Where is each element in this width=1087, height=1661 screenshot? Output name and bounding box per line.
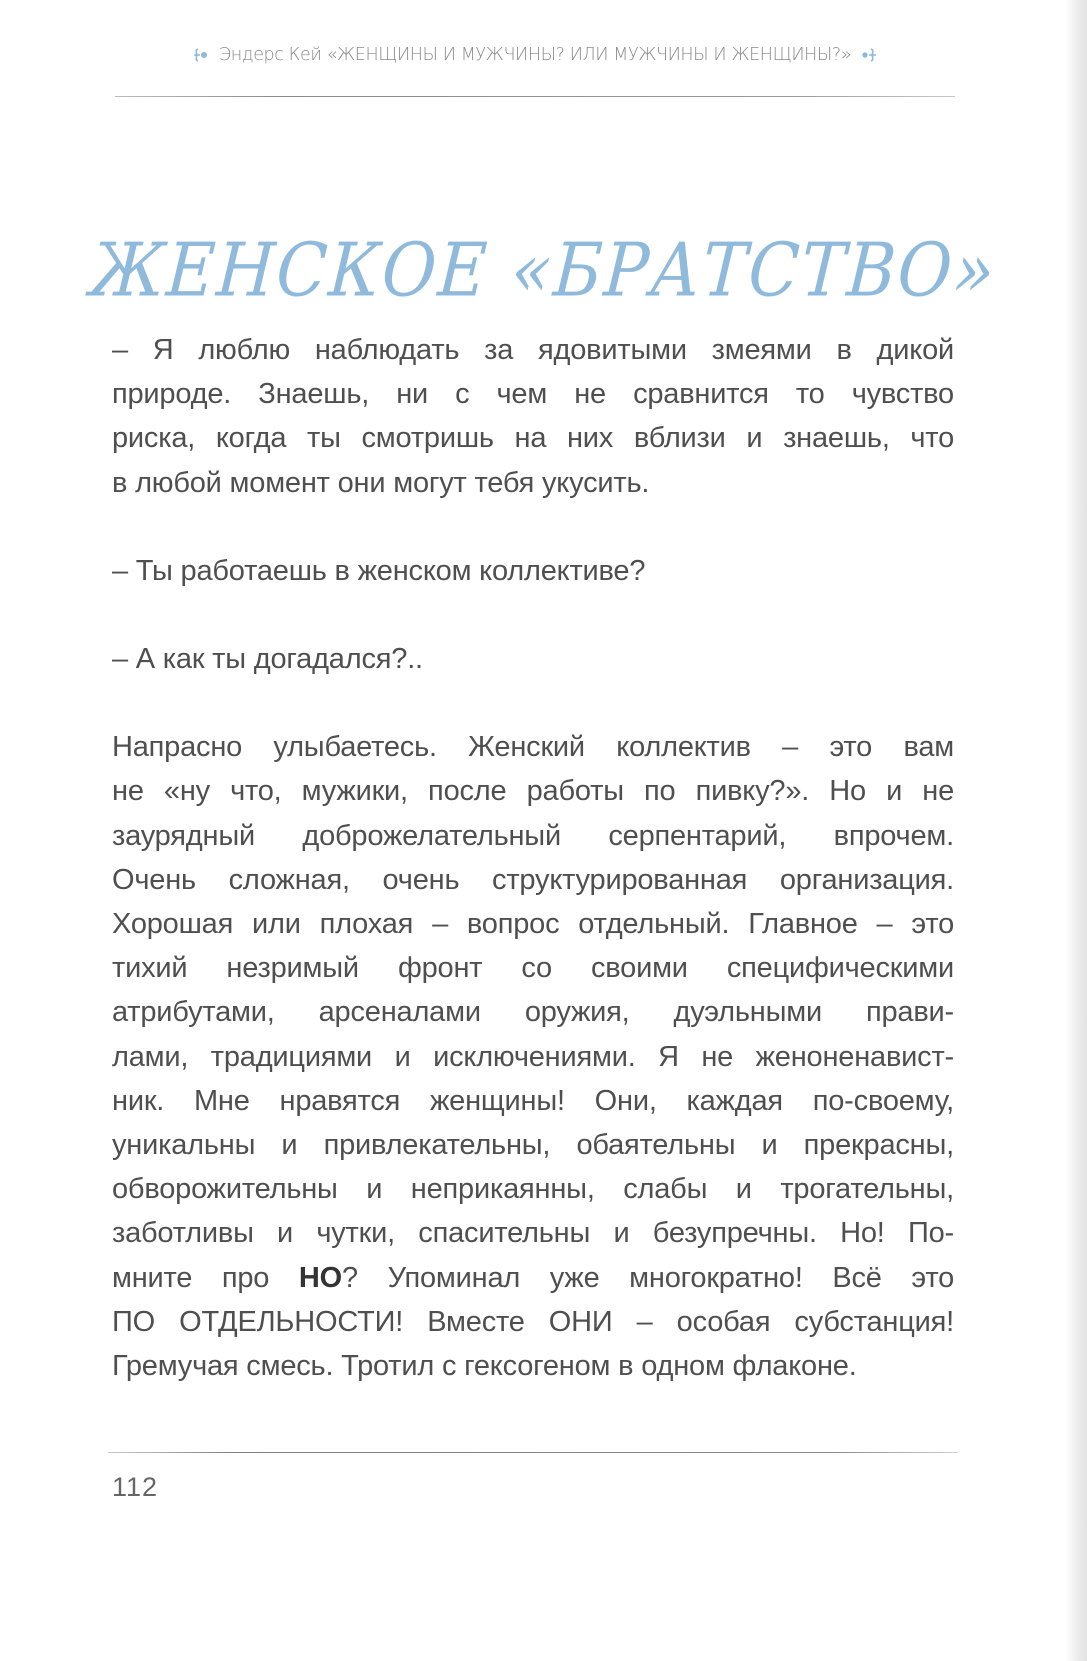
footer-rule (108, 1452, 958, 1453)
paragraph-3 (112, 637, 954, 681)
text-line: заботливы и чутки, спасительны и безупречны. Но! По- (112, 1217, 954, 1250)
text-line: – Я люблю наблюдать за ядовитыми змеями в дикой (112, 334, 954, 366)
text-line: Очень сложная, очень структурированная организация. (112, 863, 954, 896)
text-line: в любой момент они могут тебя укусить. (112, 466, 650, 499)
fleur-ornament-icon (861, 47, 879, 63)
text-line-with-bold (112, 1256, 954, 1300)
paragraph-2 (112, 549, 954, 593)
text-line: Напрасно улыбаетесь. Женский коллектив – это вам (112, 731, 954, 764)
text-fragment: мните про (112, 1261, 299, 1294)
text-line: обворожительны и неприкаянны, слабы и трогательны, (112, 1173, 954, 1206)
running-header (115, 40, 955, 70)
text-line: заурядный доброжелательный серпентарий, впрочем. (112, 819, 954, 852)
text-line: риска, когда ты смотришь на них вблизи и знаешь, что (112, 422, 954, 455)
text-fragment: ? Упоминал уже многократно! Всё это (342, 1261, 955, 1294)
paragraph-4 (112, 725, 954, 1388)
text-line: атрибутами, арсеналами оружия, дуэльными прави- (112, 996, 954, 1029)
fleur-ornament-icon (191, 47, 209, 63)
bold-emphasis: НО (298, 1261, 342, 1294)
text-line: тихий незримый фронт со своими специфическими (112, 952, 954, 985)
text-line: уникальны и привлекательны, обаятельны и прекрасны, (112, 1129, 954, 1162)
text-line: ПО ОТДЕЛЬНОСТИ! Вместе ОНИ – особая субстанция! (112, 1305, 954, 1338)
running-title: Эндерс Кей «ЖЕНЩИНЫ И МУЖЧИНЫ? ИЛИ МУЖЧИНЫ И ЖЕНЩИНЫ?» (218, 45, 852, 65)
text-line: ник. Мне нравятся женщины! Они, каждая по-своему, (112, 1084, 954, 1117)
body-text (112, 328, 954, 1388)
text-line: – Ты работаешь в женском коллективе? (112, 554, 646, 587)
chapter-title: ЖЕНСКОЕ «БРАТСТВО» (88, 227, 999, 314)
text-line: Хорошая или плохая – вопрос отдельный. Главное – это (112, 908, 954, 941)
text-line: не «ну что, мужики, после работы по пивку?». Но и не (112, 775, 954, 808)
page-number: 112 (112, 1472, 159, 1502)
text-line: лами, традициями и исключениями. Я не женоненавист- (112, 1040, 954, 1073)
text-line: – А как ты догадался?.. (112, 643, 423, 676)
text-line: Гремучая смесь. Тротил с гексогеном в одном флаконе. (112, 1350, 857, 1383)
paragraph-1 (112, 328, 954, 505)
text-line: природе. Знаешь, ни с чем не сравнится то чувство (112, 378, 954, 411)
header-rule (115, 96, 955, 97)
